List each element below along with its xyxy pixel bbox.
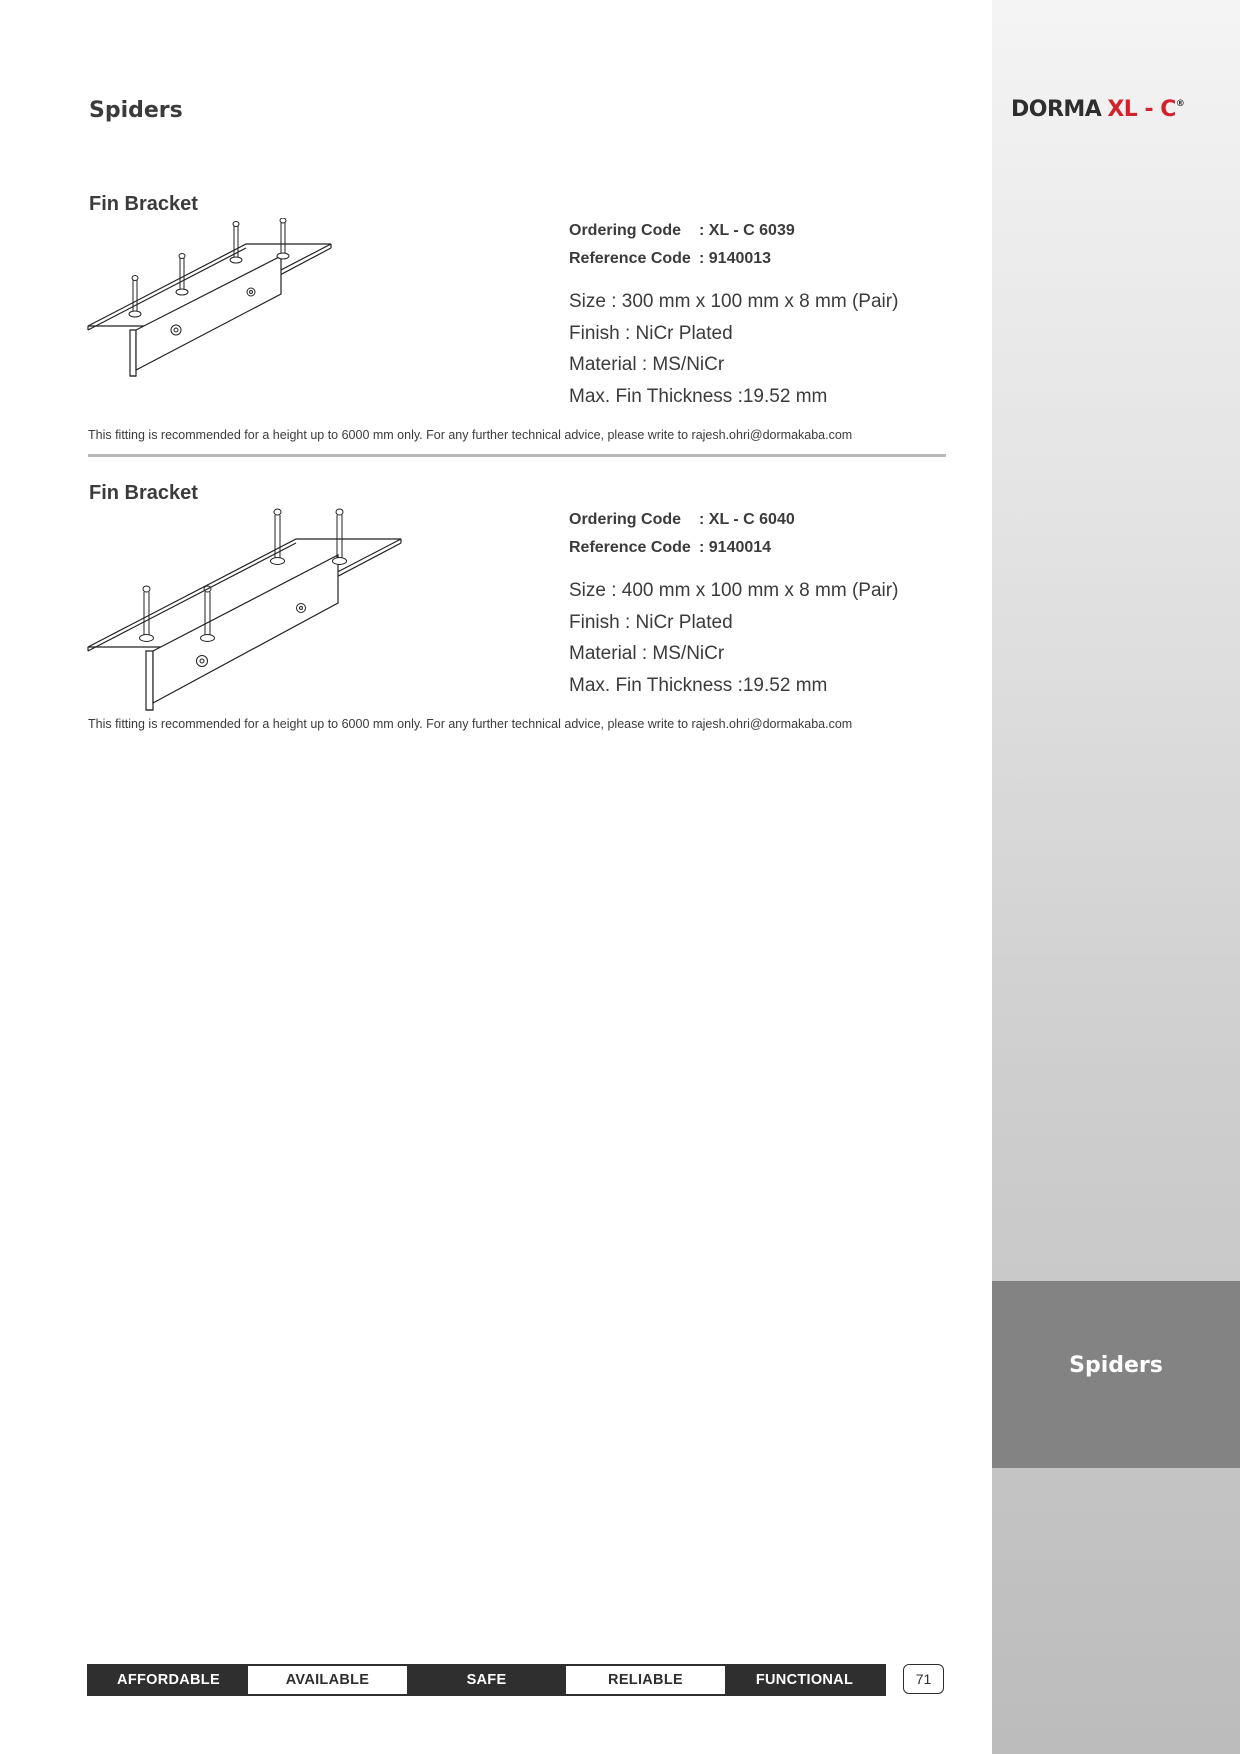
sidebar-tab-label: Spiders [1069,1353,1163,1378]
technical-note: This fitting is recommended for a height up to 6000 mm only. For any further technical advice, please write to rajesh.ohri@dormakaba.com [88,428,853,442]
reference-code-label: Reference Code [569,539,691,556]
product-codes [569,217,795,273]
spec-finish: Finish : NiCr Plated [569,322,733,344]
product-codes [569,506,795,562]
spec-size: Size : 300 mm x 100 mm x 8 mm (Pair) [569,291,899,312]
footer-item-available: AVAILABLE [248,1666,407,1694]
spec-finish: Finish : NiCr Plated [569,611,733,633]
technical-note: This fitting is recommended for a height up to 6000 mm only. For any further technical advice, please write to rajesh.ohri@dormakaba.com [88,717,853,731]
spec-max-fin-thickness: Max. Fin Thickness :19.52 mm [569,385,828,407]
ordering-code-label: Ordering Code [569,222,682,239]
product-specs [569,286,898,412]
reference-code-label: Reference Code [569,250,691,267]
spec-size: Size : 400 mm x 100 mm x 8 mm (Pair) [569,580,899,601]
product-title: Fin Bracket [89,193,198,215]
sidebar-tab-spiders[interactable] [992,1281,1240,1468]
footer-item-safe: SAFE [407,1666,566,1694]
product-title: Fin Bracket [89,482,198,504]
reference-code-value: : 9140013 [699,250,772,267]
brand-logo [1011,97,1184,127]
right-sidebar [992,0,1240,1754]
ordering-code-value: : XL - C 6040 [699,511,795,528]
page-number: 71 [903,1664,944,1694]
spec-material: Material : MS/NiCr [569,643,725,664]
page-title: Spiders [89,98,183,123]
spec-material: Material : MS/NiCr [569,354,725,375]
section-divider [88,454,946,457]
reference-code-value: : 9140014 [699,539,772,556]
footer-item-reliable: RELIABLE [566,1666,725,1694]
footer-values-bar [87,1664,886,1696]
ordering-code-value: : XL - C 6039 [699,222,795,239]
logo-xl-c: XL - C [1107,97,1176,122]
fin-bracket-300-drawing [86,218,336,378]
footer-item-affordable: AFFORDABLE [89,1666,248,1694]
logo-registered-mark: ® [1175,99,1185,109]
product-specs [569,575,898,701]
footer-item-functional: FUNCTIONAL [725,1666,884,1694]
spec-max-fin-thickness: Max. Fin Thickness :19.52 mm [569,674,828,696]
logo-dorma: DORMA [1011,97,1102,122]
fin-bracket-400-drawing [86,507,406,712]
ordering-code-label: Ordering Code [569,511,682,528]
